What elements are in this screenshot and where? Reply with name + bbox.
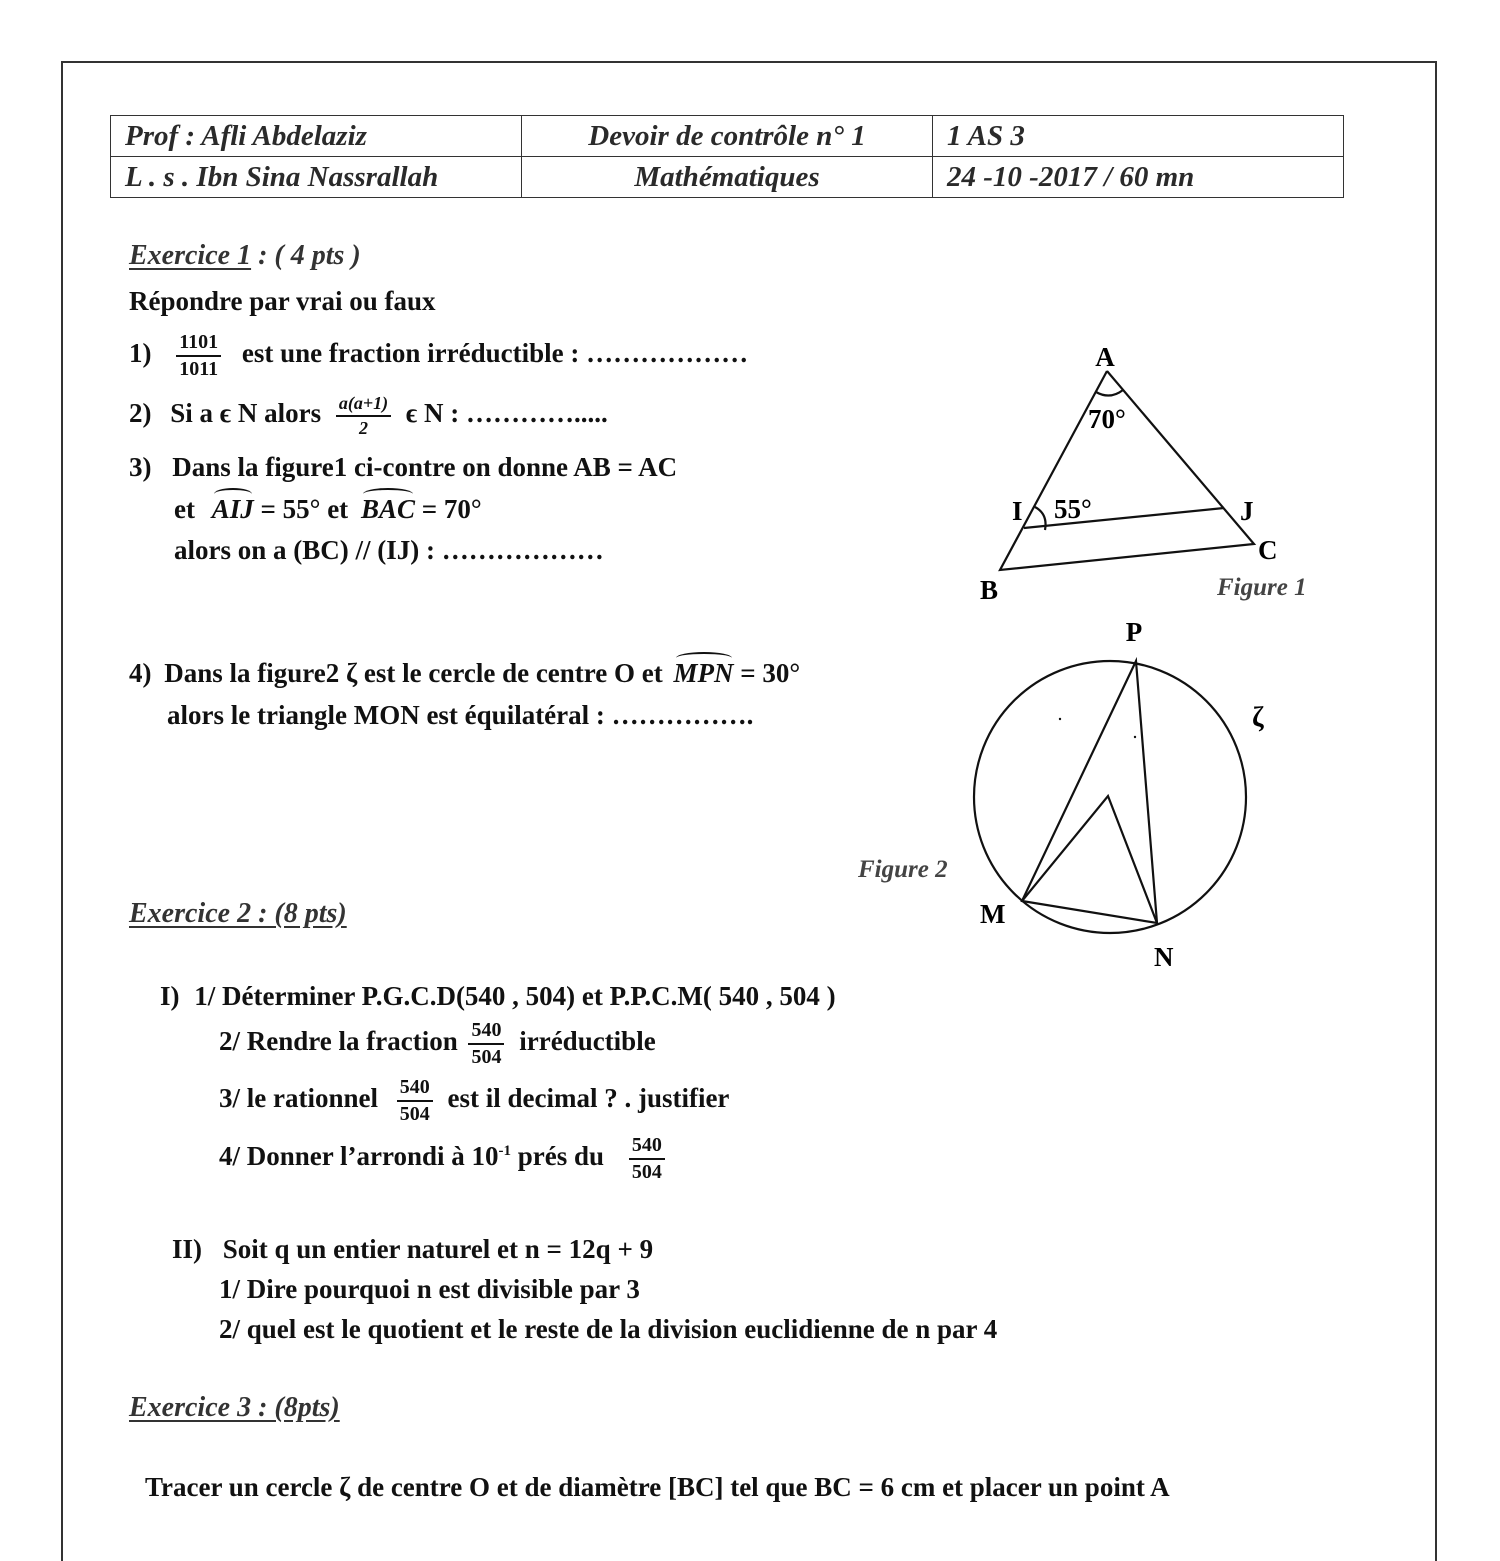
exercise1-heading: Exercice 1 bbox=[129, 240, 252, 271]
teacher-name: Prof : Afli Abdelaziz bbox=[111, 116, 522, 157]
frac-denominator: 504 bbox=[399, 1103, 430, 1125]
part2-intro: Soit q un entier naturel et n = 12q + 9 bbox=[222, 1234, 654, 1264]
q2-numerator: a(a+1) bbox=[336, 394, 391, 417]
label-n: N bbox=[1154, 942, 1174, 972]
q2-number: 2) bbox=[129, 398, 152, 429]
q2-pre: Si a ϵ N alors bbox=[170, 398, 322, 429]
exam-title: Devoir de contrôle n° 1 bbox=[522, 116, 933, 157]
label-a: A bbox=[1095, 342, 1115, 372]
date-duration: 24 -10 -2017 / 60 mn bbox=[933, 157, 1344, 198]
q4-fraction-540-504 bbox=[629, 1135, 665, 1183]
header-table bbox=[110, 115, 1344, 198]
angle-a-value: 70° bbox=[1088, 404, 1126, 434]
question-2 bbox=[129, 394, 608, 438]
part2-label: II) bbox=[172, 1234, 203, 1264]
exercise2-part1-q3 bbox=[219, 1077, 729, 1125]
exercise2-title bbox=[129, 898, 347, 930]
figure2-caption: Figure 2 bbox=[858, 856, 948, 883]
label-j: J bbox=[1240, 496, 1254, 526]
label-c: C bbox=[1258, 535, 1278, 565]
exercise2-heading: Exercice 2 : (8 pts) bbox=[129, 898, 347, 929]
exercise3-text: Tracer un cercle ζ de centre O et de diamètre [BC] tel que BC = 6 cm et placer un point A bbox=[145, 1472, 1170, 1502]
triangle-mpn bbox=[1022, 661, 1157, 923]
exercise3-heading: Exercice 3 : (8pts) bbox=[129, 1392, 340, 1423]
q3-number: 3) bbox=[129, 452, 152, 482]
q4-line2: alors le triangle MON est équilatéral : ……………. bbox=[167, 700, 754, 730]
part1-q3-post: est il decimal ? . justifier bbox=[447, 1083, 730, 1114]
frac-denominator: 504 bbox=[631, 1161, 662, 1183]
angle-i-value: 55° bbox=[1054, 494, 1092, 524]
triangle-abc bbox=[1000, 371, 1254, 570]
q1-number: 1) bbox=[129, 338, 152, 369]
part1-label: I) bbox=[160, 981, 180, 1011]
q3-line2-post: = 70° bbox=[421, 494, 482, 524]
part1-q2-post: irréductible bbox=[519, 1026, 656, 1057]
figure1-caption: Figure 1 bbox=[1217, 574, 1307, 601]
exercise1-instruction: Répondre par vrai ou faux bbox=[129, 286, 436, 316]
q2-fraction bbox=[336, 394, 391, 438]
part2-q1: 1/ Dire pourquoi n est divisible par 3 bbox=[219, 1274, 640, 1304]
part1-q3-pre: 3/ le rationnel bbox=[219, 1083, 378, 1114]
question-3-line1 bbox=[129, 452, 677, 483]
exercise2-part1-q2 bbox=[219, 1020, 656, 1068]
frac-numerator: 540 bbox=[468, 1020, 504, 1045]
part1-q4-pre: 4/ Donner l’arrondi à 10 bbox=[219, 1141, 499, 1172]
q3-line2-pre: et bbox=[174, 494, 195, 524]
label-p: P bbox=[1125, 617, 1143, 647]
label-m: M bbox=[980, 899, 1006, 929]
exercise2-part2-intro bbox=[172, 1234, 653, 1265]
question-3-line2 bbox=[174, 494, 482, 525]
q4-number: 4) bbox=[129, 658, 152, 688]
label-i: I bbox=[1012, 496, 1023, 526]
frac-numerator: 540 bbox=[397, 1077, 433, 1102]
part2-q2: 2/ quel est le quotient et le reste de la division euclidienne de n par 4 bbox=[219, 1314, 998, 1344]
q3-fraction-540-504 bbox=[397, 1077, 433, 1125]
q1-numerator: 1101 bbox=[176, 332, 221, 357]
q1-text: est une fraction irréductible : ……………… bbox=[241, 338, 749, 369]
q4-line1-pre: Dans la figure2 ζ est le cercle de centre O et bbox=[164, 658, 663, 688]
exercise2-part1-q1 bbox=[160, 981, 836, 1012]
part1-q4-post: prés du bbox=[511, 1141, 605, 1172]
q2-fraction-540-504 bbox=[468, 1020, 504, 1068]
exercise1-title bbox=[129, 240, 361, 272]
exercise3-title bbox=[129, 1392, 340, 1424]
angle-a-arc bbox=[1096, 390, 1123, 396]
exercise1-points: : ( 4 pts ) bbox=[251, 240, 361, 271]
q1-fraction bbox=[176, 332, 221, 380]
header-row-1 bbox=[111, 116, 1344, 157]
subject: Mathématiques bbox=[522, 157, 933, 198]
question-1 bbox=[129, 332, 748, 380]
q4-line1-post: = 30° bbox=[740, 658, 801, 688]
q3-line2-mid: = 55° et bbox=[260, 494, 349, 524]
angle-aij: AIJ bbox=[211, 494, 254, 524]
q3-line1: Dans la figure1 ci-contre on donne AB = AC bbox=[172, 452, 678, 482]
question-4-line1 bbox=[129, 658, 800, 689]
q1-denominator: 1011 bbox=[179, 358, 219, 380]
header-row-2 bbox=[111, 157, 1344, 198]
frac-numerator: 540 bbox=[629, 1135, 665, 1160]
label-zeta: ζ bbox=[1252, 702, 1264, 733]
label-b: B bbox=[980, 575, 999, 605]
q3-line3: alors on a (BC) // (IJ) : ……………… bbox=[174, 535, 604, 565]
angle-mpn: MPN bbox=[673, 658, 734, 688]
class-name: 1 AS 3 bbox=[933, 116, 1344, 157]
part1-q2-pre: 2/ Rendre la fraction bbox=[219, 1026, 458, 1057]
exercise2-part1-q4 bbox=[219, 1135, 673, 1183]
q2-denominator: 2 bbox=[359, 417, 368, 438]
frac-denominator: 504 bbox=[471, 1046, 502, 1068]
figure2-circle-diagram bbox=[960, 610, 1290, 980]
angle-bac: BAC bbox=[360, 494, 415, 524]
part1-q1: 1/ Déterminer P.G.C.D(540 , 504) et P.P.C.M( 540 , 504 ) bbox=[194, 981, 836, 1011]
figure1-triangle-diagram bbox=[960, 340, 1320, 610]
school-name: L . s . Ibn Sina Nassrallah bbox=[111, 157, 522, 198]
circle-zeta bbox=[974, 661, 1246, 933]
q2-post: ϵ N : …………..... bbox=[405, 398, 608, 429]
exponent: -1 bbox=[498, 1143, 512, 1160]
